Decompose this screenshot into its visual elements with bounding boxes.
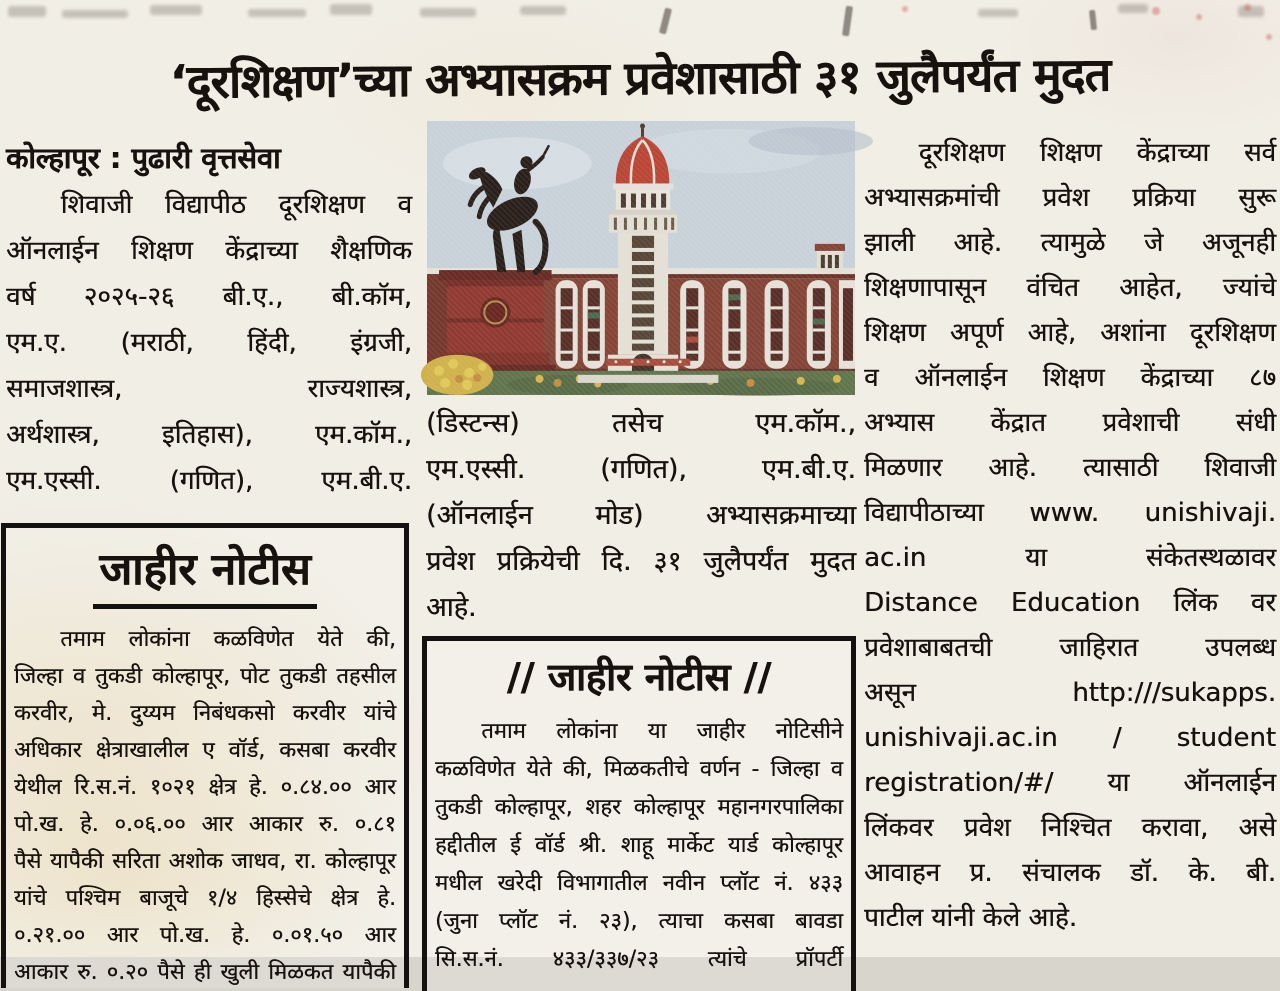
text-line: एम.ए. (मराठी, हिंदी, इंग्रजी, xyxy=(6,328,412,358)
text-line: आहे. xyxy=(426,592,477,623)
notice-title: // जाहीर नोटीस // xyxy=(506,655,772,699)
text-line: येथील रि.स.नं. १०२१ क्षेत्र हे. ०.८४.०० आर xyxy=(14,775,396,800)
ink-speck xyxy=(1152,7,1160,15)
equestrian-statue xyxy=(467,146,549,272)
text-line: unishivaji.ac.in / student xyxy=(864,723,1276,753)
text-line: तमाम लोकांना या जाहीर नोटिसीने xyxy=(481,719,843,744)
text-line: सि.स.नं. ४३३/३३७/२३ त्यांचे प्रॉपर्टी xyxy=(435,947,843,972)
glyph-remnant xyxy=(1089,10,1097,31)
cloud xyxy=(749,127,874,155)
left-article-body xyxy=(6,182,412,504)
text-line: अधिकार क्षेत्राखालील ए वॉर्ड, कसबा करवीर xyxy=(14,738,396,763)
left-column xyxy=(6,134,412,504)
text-line: शिक्षण अपूर्ण आहे, अशांना दूरशिक्षण xyxy=(864,318,1276,348)
flower-bed xyxy=(421,355,855,396)
text-line: मधील खरेदी विभागातील नवीन प्लॉट नं. ४३३ xyxy=(435,871,843,896)
public-notice-box-mid xyxy=(422,636,856,991)
text-remnant xyxy=(1118,4,1148,13)
text-line: करवीर, मे. दुय्यम निबंधकसो करवीर यांचे xyxy=(14,701,396,726)
ink-speck xyxy=(1196,14,1202,20)
text-line: प्रवेश प्रक्रियेची दि. ३१ जुलैपर्यंत मुदत xyxy=(426,546,856,577)
text-line: जिल्हा व तुकडी कोल्हापूर, पोट तुकडी तहसील xyxy=(14,664,396,689)
cloud xyxy=(443,137,592,189)
text-line: अभ्यास केंद्रात प्रवेशाची संधी xyxy=(864,408,1276,438)
text-line: कळविणेत येते की, मिळकतीचे वर्णन - जिल्हा व xyxy=(435,757,843,782)
text-line: पो.ख. हे. ०.०६.०० आर आकार रु. ०.८१ xyxy=(14,812,396,837)
text-line: दूरशिक्षण शिक्षण केंद्राच्या सर्व xyxy=(918,138,1276,168)
entrance-banner xyxy=(606,359,690,366)
text-line: (जुना प्लॉट नं. २३), त्याचा कसबा बावडा xyxy=(435,909,843,934)
text-line: यांचे पश्चिम बाजूचे १/४ हिस्सेचे क्षेत्र हे. xyxy=(14,886,396,911)
dateline: कोल्हापूर : पुढारी वृत्तसेवा xyxy=(6,141,281,175)
text-remnant xyxy=(978,9,1018,17)
mid-article-body xyxy=(426,401,856,631)
text-remnant xyxy=(62,10,128,18)
right-column-body xyxy=(864,131,1276,941)
text-line: तुकडी कोल्हापूर, शहर कोल्हापूर महानगरपालिका xyxy=(435,795,843,820)
text-line: शिवाजी विद्यापीठ दूरशिक्षण व xyxy=(60,190,412,220)
text-line: वर्ष २०२५-२६ बी.ए., बी.कॉम, xyxy=(6,282,412,312)
text-line: लिंकवर प्रवेश निश्चित करावा, असे xyxy=(864,813,1276,843)
clock-tower xyxy=(606,124,690,375)
ink-speck xyxy=(902,6,908,12)
text-line: (डिस्टन्स) तसेच एम.कॉम., xyxy=(426,408,856,439)
text-line: अर्थशास्त्र, इतिहास), एम.कॉम., xyxy=(6,420,412,450)
steps xyxy=(578,375,719,383)
text-remnant xyxy=(330,4,372,15)
text-line: पाटील यांनी केले आहे. xyxy=(864,903,1077,933)
text-remnant xyxy=(420,8,476,17)
text-line: registration/#/ या ऑनलाईन xyxy=(864,768,1276,798)
text-line: एम.एस्सी. (गणित), एम.बी.ए. xyxy=(426,454,856,485)
notice-body xyxy=(6,615,404,991)
public-notice-box-left xyxy=(1,523,409,988)
notice-title: जाहीर नोटीस xyxy=(6,542,404,609)
text-line: ऑनलाईन शिक्षण केंद्राच्या शैक्षणिक xyxy=(6,236,412,266)
text-remnant xyxy=(248,9,306,17)
text-line: आकार रु. ०.२० पैसे ही खुली मिळकत यापैकी xyxy=(14,960,396,985)
text-line: ac.in या संकेतस्थळावर xyxy=(864,543,1276,573)
text-line: ०.२१.०० आर पो.ख. हे. ०.०१.५० आर xyxy=(14,923,396,948)
text-remnant xyxy=(520,6,566,15)
roof-turret xyxy=(815,244,845,272)
text-remnant xyxy=(150,5,202,15)
ink-speck xyxy=(1244,4,1251,11)
arched-windows xyxy=(556,280,855,369)
university-building-photo xyxy=(427,121,855,395)
text-line: (ऑनलाईन मोड) अभ्यासक्रमाच्या xyxy=(426,500,856,531)
text-line: व ऑनलाईन शिक्षण केंद्राच्या ८७ xyxy=(864,363,1276,393)
university-facade xyxy=(427,268,855,375)
text-line: अभ्यासक्रमांची प्रवेश प्रक्रिया सुरू xyxy=(864,183,1276,213)
notice-body xyxy=(427,707,851,979)
statue-pedestal xyxy=(435,270,556,379)
text-remnant xyxy=(1238,6,1264,17)
headline: ‘दूरशिक्षण’च्या अभ्यासक्रम प्रवेशासाठी ३१ जुलैपर्यंत मुदत xyxy=(169,47,1111,109)
text-remnant xyxy=(8,6,46,17)
text-line: विद्यापीठाच्या www. unishivaji. xyxy=(864,498,1276,528)
text-line: तमाम लोकांना कळविणेत येते की, xyxy=(60,627,396,652)
text-line: एम.एस्सी. (गणित), एम.बी.ए. xyxy=(6,466,412,496)
entrance-arch xyxy=(632,354,654,375)
text-line: हद्दीतील ई वॉर्ड श्री. शाहू मार्केट यार्ड कोल्हापूर xyxy=(435,833,843,858)
text-line: समाजशास्त्र, राज्यशास्त्र, xyxy=(6,374,412,404)
photo-illustration xyxy=(427,121,855,395)
sky xyxy=(427,121,855,274)
text-line: मिळणार आहे. त्यासाठी शिवाजी xyxy=(864,453,1276,483)
text-line: Distance Education लिंक वर xyxy=(864,588,1276,618)
dome xyxy=(616,136,670,187)
text-line: आवाहन प्र. संचालक डॉ. के. बी. xyxy=(864,858,1276,888)
text-line: प्रवेशाबाबतची जाहिरात उपलब्ध xyxy=(864,633,1276,663)
glyph-remnant xyxy=(659,8,672,35)
text-line: असून http:///sukapps. xyxy=(864,678,1276,708)
finial xyxy=(641,125,644,139)
text-line: पैसे यापैकी सरिता अशोक जाधव, रा. कोल्हापूर xyxy=(14,849,396,874)
cloud xyxy=(636,129,821,173)
text-line: शिक्षणापासून वंचित आहेत, ज्यांचे xyxy=(864,273,1276,303)
text-line: झाली आहे. त्यामुळे जे अजूनही xyxy=(864,228,1276,258)
